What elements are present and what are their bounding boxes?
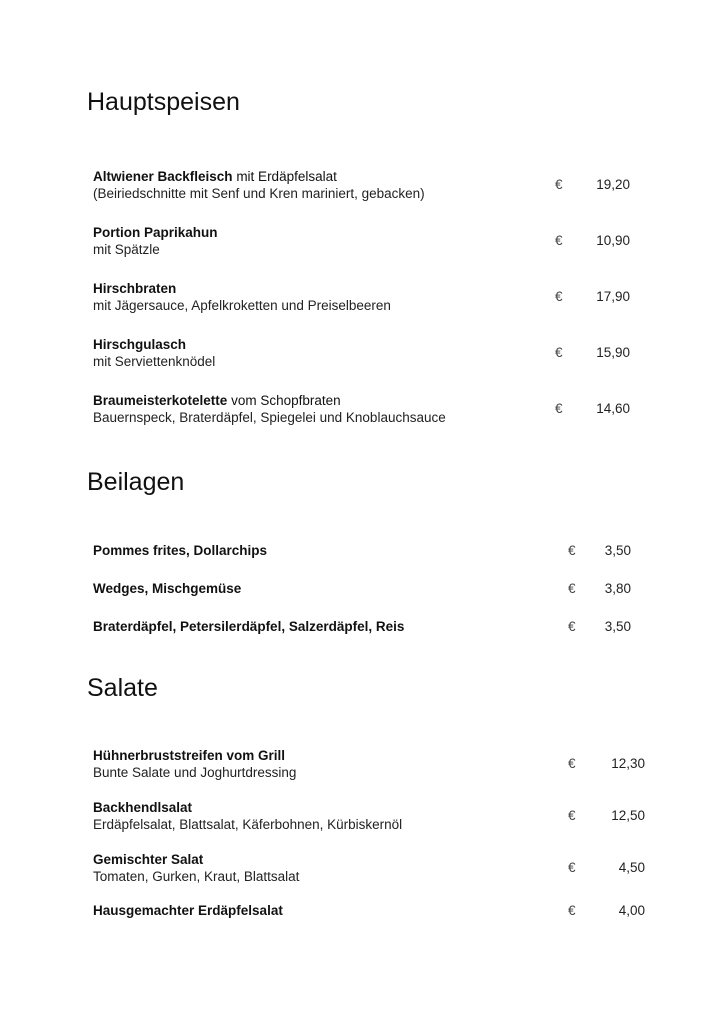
item-name: Hausgemachter Erdäpfelsalat	[93, 903, 283, 918]
item-price: 19,20	[596, 177, 630, 192]
currency-symbol: €	[555, 401, 563, 416]
item-price: 15,90	[596, 345, 630, 360]
item-description: mit Jägersauce, Apfelkroketten und Preiselbeeren	[93, 298, 391, 313]
item-title-line	[93, 336, 186, 353]
item-price: 3,80	[604, 581, 631, 596]
item-name: Wedges, Mischgemüse	[93, 581, 242, 596]
currency-symbol: €	[555, 289, 563, 304]
item-description: mit Serviettenknödel	[93, 354, 216, 369]
item-title-line	[93, 747, 285, 764]
currency-symbol: €	[555, 233, 563, 248]
item-title-line	[93, 224, 218, 241]
menu-item	[93, 902, 653, 936]
item-price: 4,50	[618, 860, 645, 875]
currency-symbol: €	[555, 345, 563, 360]
item-price: 12,50	[611, 808, 645, 823]
menu-item	[93, 392, 653, 426]
item-name: Hirschbraten	[93, 281, 177, 296]
item-title-line	[93, 392, 341, 409]
item-description: Tomaten, Gurken, Kraut, Blattsalat	[93, 869, 300, 884]
menu-item	[93, 168, 653, 202]
item-title-line	[93, 580, 241, 597]
item-name: Altwiener Backfleisch	[93, 169, 233, 184]
menu-item	[93, 618, 653, 652]
currency-symbol: €	[568, 619, 576, 634]
menu-item	[93, 799, 653, 833]
item-name: Hühnerbruststreifen vom Grill	[93, 748, 286, 763]
item-description: Bunte Salate und Joghurtdressing	[93, 765, 297, 780]
item-name: Pommes frites, Dollarchips	[93, 543, 268, 558]
section-heading: Salate	[87, 674, 158, 702]
menu-item	[93, 580, 653, 614]
item-name: Backhendlsalat	[93, 800, 193, 815]
item-price: 17,90	[596, 289, 630, 304]
menu-item	[93, 280, 653, 314]
menu-item	[93, 336, 653, 370]
item-name: Hirschgulasch	[93, 337, 187, 352]
menu-item	[93, 747, 653, 781]
item-title-line	[93, 280, 176, 297]
item-title-line	[93, 168, 337, 185]
item-description: (Beiriedschnitte mit Senf und Kren mariniert, gebacken)	[93, 186, 425, 201]
item-name-suffix: mit Erdäpfelsalat	[232, 169, 337, 184]
item-name: Braumeisterkotelette	[93, 393, 228, 408]
currency-symbol: €	[568, 756, 576, 771]
item-price: 10,90	[596, 233, 630, 248]
currency-symbol: €	[568, 543, 576, 558]
item-description: Bauernspeck, Braterdäpfel, Spiegelei und Knoblauchsauce	[93, 410, 446, 425]
menu-item	[93, 851, 653, 885]
item-title-line	[93, 542, 267, 559]
item-description: Erdäpfelsalat, Blattsalat, Käferbohnen, Kürbiskernöl	[93, 817, 403, 832]
currency-symbol: €	[568, 808, 576, 823]
item-name: Braterdäpfel, Petersilerdäpfel, Salzerdäpfel, Reis	[93, 619, 405, 634]
currency-symbol: €	[568, 903, 576, 918]
item-name-suffix: vom Schopfbraten	[227, 393, 341, 408]
currency-symbol: €	[555, 177, 563, 192]
item-title-line	[93, 618, 404, 635]
menu-item	[93, 224, 653, 258]
item-title-line	[93, 851, 203, 868]
item-title-line	[93, 799, 192, 816]
item-price: 3,50	[604, 543, 631, 558]
currency-symbol: €	[568, 581, 576, 596]
item-name: Gemischter Salat	[93, 852, 204, 867]
item-description: mit Spätzle	[93, 242, 160, 257]
item-title-line	[93, 902, 283, 919]
item-name: Portion Paprikahun	[93, 225, 218, 240]
item-price: 4,00	[618, 903, 645, 918]
section-heading: Hauptspeisen	[87, 88, 240, 116]
item-price: 12,30	[611, 756, 645, 771]
section-heading: Beilagen	[87, 468, 185, 496]
menu-item	[93, 542, 653, 576]
item-price: 14,60	[596, 401, 630, 416]
currency-symbol: €	[568, 860, 576, 875]
item-price: 3,50	[604, 619, 631, 634]
